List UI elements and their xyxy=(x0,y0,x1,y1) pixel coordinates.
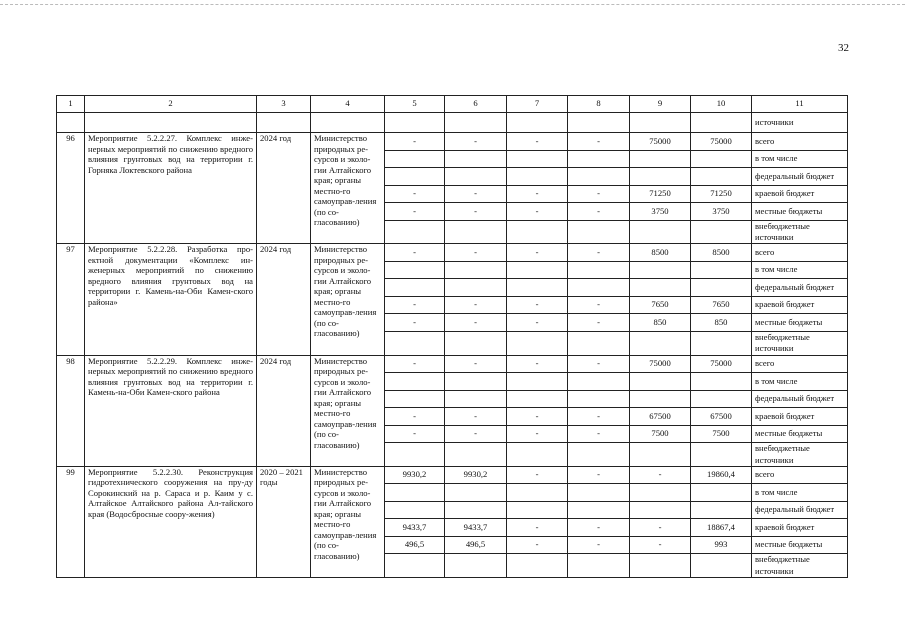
funding-source-label: в том числе xyxy=(752,484,848,502)
column-header: 3 xyxy=(257,96,311,113)
funding-value-c5 xyxy=(385,484,445,502)
funding-value-c10 xyxy=(691,220,752,244)
column-header: 8 xyxy=(568,96,630,113)
funding-source-label: местные бюджеты xyxy=(752,536,848,554)
funding-value-c9: 7650 xyxy=(630,296,691,314)
activity-number: 97 xyxy=(57,244,85,355)
funding-value-c6 xyxy=(445,220,507,244)
funding-value-c10: 18867,4 xyxy=(691,519,752,537)
funding-source-label: внебюджетные источники xyxy=(752,220,848,244)
funding-value-c7: - xyxy=(507,296,568,314)
funding-value-c7: - xyxy=(507,408,568,426)
funding-value-c6: - xyxy=(445,296,507,314)
funding-value-c5 xyxy=(385,443,445,467)
funding-value-c6 xyxy=(445,168,507,186)
activity-executor: Министерство природных ре-сурсов и эколо-гии Алтайского края; органы местно-го самоуправ-ления (по со-гласованию) xyxy=(311,355,385,466)
funding-value-c9 xyxy=(630,279,691,297)
activity-number: 98 xyxy=(57,355,85,466)
activity-period: 2024 год xyxy=(257,355,311,466)
funding-source-label: источники xyxy=(752,113,848,133)
funding-source-label: федеральный бюджет xyxy=(752,501,848,519)
activity-period: 2024 год xyxy=(257,133,311,244)
funding-value-c9: 71250 xyxy=(630,185,691,203)
activity-period: 2024 год xyxy=(257,244,311,355)
page-number: 32 xyxy=(838,42,849,54)
funding-source-label: местные бюджеты xyxy=(752,203,848,221)
funding-value-c10: 8500 xyxy=(691,244,752,262)
funding-value-c8: - xyxy=(568,519,630,537)
funding-value-c9 xyxy=(630,484,691,502)
funding-value-c7 xyxy=(507,443,568,467)
funding-value-c5 xyxy=(385,261,445,279)
funding-value-c9 xyxy=(630,554,691,578)
funding-value-c7 xyxy=(507,150,568,168)
funding-value-c5: - xyxy=(385,296,445,314)
funding-value-c6: - xyxy=(445,314,507,332)
funding-value-c5: - xyxy=(385,314,445,332)
funding-value-c7: - xyxy=(507,203,568,221)
funding-value-c6: - xyxy=(445,203,507,221)
funding-value-c5: 9433,7 xyxy=(385,519,445,537)
funding-value-c9 xyxy=(630,443,691,467)
funding-value-c8: - xyxy=(568,244,630,262)
funding-source-label: внебюджетные источники xyxy=(752,554,848,578)
funding-source-label: в том числе xyxy=(752,150,848,168)
funding-value-c8 xyxy=(568,554,630,578)
funding-value-c7: - xyxy=(507,536,568,554)
funding-value-c6 xyxy=(445,331,507,355)
funding-source-label: краевой бюджет xyxy=(752,296,848,314)
funding-value-c6: 496,5 xyxy=(445,536,507,554)
funding-value-c7: - xyxy=(507,244,568,262)
funding-value-c7 xyxy=(507,484,568,502)
funding-value-c7: - xyxy=(507,466,568,484)
funding-value-c10 xyxy=(691,261,752,279)
funding-value-c10 xyxy=(691,554,752,578)
funding-value-c8 xyxy=(568,390,630,408)
funding-source-label: местные бюджеты xyxy=(752,425,848,443)
funding-value-c6: 9930,2 xyxy=(445,466,507,484)
funding-value-c9: - xyxy=(630,466,691,484)
funding-value-c6: - xyxy=(445,185,507,203)
funding-value-c8: - xyxy=(568,133,630,151)
funding-value-c7 xyxy=(507,168,568,186)
funding-value-c10: 7500 xyxy=(691,425,752,443)
funding-value-c8 xyxy=(568,484,630,502)
funding-value-c8 xyxy=(568,501,630,519)
funding-value-c8: - xyxy=(568,296,630,314)
funding-value-c8 xyxy=(568,150,630,168)
funding-value-c5: - xyxy=(385,425,445,443)
funding-value-c9 xyxy=(630,373,691,391)
funding-value-c7: - xyxy=(507,355,568,373)
activity-description: Мероприятие 5.2.2.28. Разработка про-ектной документации «Комплекс ин-женерных мероприятий по снижению вредного влияния грунтовых вод на территории г. Камень-на-Оби Камен-ского района» xyxy=(85,244,257,355)
funding-value-c9: 8500 xyxy=(630,244,691,262)
funding-value-c5: 9930,2 xyxy=(385,466,445,484)
funding-source-label: внебюджетные источники xyxy=(752,331,848,355)
funding-value-c5 xyxy=(385,390,445,408)
funding-value-c5: - xyxy=(385,133,445,151)
funding-value-c5 xyxy=(385,331,445,355)
activity-number: 96 xyxy=(57,133,85,244)
funding-value-c8: - xyxy=(568,355,630,373)
funding-value-c9: 75000 xyxy=(630,355,691,373)
program-activities-table xyxy=(56,95,848,578)
funding-value-c7 xyxy=(507,261,568,279)
funding-value-c5 xyxy=(385,279,445,297)
funding-value-c6 xyxy=(445,373,507,391)
funding-value-c9 xyxy=(630,390,691,408)
column-header: 1 xyxy=(57,96,85,113)
funding-value-c6 xyxy=(445,484,507,502)
activity-number: 99 xyxy=(57,466,85,577)
funding-value-c9: - xyxy=(630,519,691,537)
column-header: 11 xyxy=(752,96,848,113)
table-row xyxy=(57,355,848,373)
funding-value-c10 xyxy=(691,501,752,519)
funding-value-c8 xyxy=(568,443,630,467)
funding-value-c9: - xyxy=(630,536,691,554)
table-row xyxy=(57,466,848,484)
funding-source-label: краевой бюджет xyxy=(752,519,848,537)
funding-value-c8 xyxy=(568,220,630,244)
funding-source-label: федеральный бюджет xyxy=(752,168,848,186)
funding-value-c8 xyxy=(568,168,630,186)
funding-value-c5: - xyxy=(385,408,445,426)
funding-value-c5 xyxy=(385,168,445,186)
funding-value-c8: - xyxy=(568,466,630,484)
funding-source-label: внебюджетные источники xyxy=(752,443,848,467)
funding-value-c7: - xyxy=(507,133,568,151)
funding-value-c7: - xyxy=(507,185,568,203)
funding-value-c6: 9433,7 xyxy=(445,519,507,537)
funding-source-label: краевой бюджет xyxy=(752,185,848,203)
funding-value-c10: 7650 xyxy=(691,296,752,314)
column-header: 10 xyxy=(691,96,752,113)
activity-description: Мероприятие 5.2.2.27. Комплекс инже-нерных мероприятий по снижению вредного влияния грунтовых вод на территории г. Горняка Локтевского района xyxy=(85,133,257,244)
table-row xyxy=(57,244,848,262)
funding-source-label: в том числе xyxy=(752,261,848,279)
funding-source-label: федеральный бюджет xyxy=(752,390,848,408)
funding-value-c8: - xyxy=(568,314,630,332)
funding-value-c10: 993 xyxy=(691,536,752,554)
funding-value-c9: 7500 xyxy=(630,425,691,443)
funding-value-c8 xyxy=(568,261,630,279)
funding-value-c7 xyxy=(507,554,568,578)
funding-value-c10 xyxy=(691,279,752,297)
continuation-row xyxy=(57,113,848,133)
funding-value-c10: 850 xyxy=(691,314,752,332)
funding-value-c6 xyxy=(445,279,507,297)
funding-value-c9 xyxy=(630,331,691,355)
funding-value-c9 xyxy=(630,261,691,279)
funding-value-c10 xyxy=(691,150,752,168)
funding-source-label: всего xyxy=(752,355,848,373)
funding-value-c10 xyxy=(691,331,752,355)
funding-value-c8 xyxy=(568,331,630,355)
column-header: 4 xyxy=(311,96,385,113)
funding-value-c10 xyxy=(691,484,752,502)
funding-value-c9 xyxy=(630,501,691,519)
funding-value-c5: - xyxy=(385,355,445,373)
column-header: 6 xyxy=(445,96,507,113)
funding-value-c9: 75000 xyxy=(630,133,691,151)
activity-executor: Министерство природных ре-сурсов и эколо-гии Алтайского края; органы местно-го самоуправ-ления (по со-гласованию) xyxy=(311,244,385,355)
funding-value-c6: - xyxy=(445,355,507,373)
funding-value-c9 xyxy=(630,168,691,186)
funding-value-c6 xyxy=(445,261,507,279)
funding-value-c5 xyxy=(385,373,445,391)
funding-value-c10 xyxy=(691,443,752,467)
funding-value-c6: - xyxy=(445,244,507,262)
funding-value-c6: - xyxy=(445,425,507,443)
funding-value-c7 xyxy=(507,331,568,355)
funding-value-c7 xyxy=(507,390,568,408)
funding-value-c7 xyxy=(507,373,568,391)
funding-source-label: в том числе xyxy=(752,373,848,391)
funding-value-c5 xyxy=(385,220,445,244)
funding-value-c7 xyxy=(507,279,568,297)
activity-executor: Министерство природных ре-сурсов и эколо-гии Алтайского края; органы местно-го самоуправ-ления (по со-гласованию) xyxy=(311,466,385,577)
funding-value-c6 xyxy=(445,501,507,519)
funding-value-c7: - xyxy=(507,314,568,332)
funding-source-label: всего xyxy=(752,466,848,484)
funding-value-c9 xyxy=(630,150,691,168)
funding-value-c5 xyxy=(385,501,445,519)
funding-value-c6 xyxy=(445,554,507,578)
activity-description: Мероприятие 5.2.2.30. Реконструкция гидротехнического сооружения на пру-ду Сорокинский на р. Сараса и р. Каим у с. Алтайское Алтайского района Ал-тайского края (Водосбросные соору-жения) xyxy=(85,466,257,577)
funding-value-c8: - xyxy=(568,203,630,221)
funding-source-label: местные бюджеты xyxy=(752,314,848,332)
funding-value-c10: 75000 xyxy=(691,133,752,151)
funding-value-c9: 67500 xyxy=(630,408,691,426)
funding-value-c10: 67500 xyxy=(691,408,752,426)
funding-value-c10 xyxy=(691,373,752,391)
funding-value-c7 xyxy=(507,220,568,244)
funding-value-c8: - xyxy=(568,425,630,443)
funding-value-c6 xyxy=(445,150,507,168)
funding-value-c10: 3750 xyxy=(691,203,752,221)
column-header: 5 xyxy=(385,96,445,113)
column-number-row xyxy=(57,96,848,113)
scan-top-edge xyxy=(0,4,905,5)
funding-value-c8 xyxy=(568,279,630,297)
funding-source-label: всего xyxy=(752,244,848,262)
funding-value-c6: - xyxy=(445,133,507,151)
funding-value-c10 xyxy=(691,390,752,408)
funding-value-c8: - xyxy=(568,536,630,554)
funding-value-c5: 496,5 xyxy=(385,536,445,554)
funding-source-label: всего xyxy=(752,133,848,151)
funding-value-c5: - xyxy=(385,185,445,203)
funding-value-c10: 71250 xyxy=(691,185,752,203)
funding-value-c6 xyxy=(445,390,507,408)
funding-value-c5: - xyxy=(385,244,445,262)
activity-executor: Министерство природных ре-сурсов и эколо-гии Алтайского края; органы местно-го самоуправ-ления (по со-гласованию) xyxy=(311,133,385,244)
table-row xyxy=(57,133,848,151)
funding-value-c9: 850 xyxy=(630,314,691,332)
funding-value-c8: - xyxy=(568,185,630,203)
column-header: 9 xyxy=(630,96,691,113)
activity-period: 2020 – 2021 годы xyxy=(257,466,311,577)
funding-source-label: федеральный бюджет xyxy=(752,279,848,297)
funding-value-c6 xyxy=(445,443,507,467)
funding-value-c9: 3750 xyxy=(630,203,691,221)
funding-value-c9 xyxy=(630,220,691,244)
funding-value-c10: 75000 xyxy=(691,355,752,373)
funding-value-c10 xyxy=(691,168,752,186)
column-header: 2 xyxy=(85,96,257,113)
funding-value-c7: - xyxy=(507,519,568,537)
column-header: 7 xyxy=(507,96,568,113)
funding-value-c5 xyxy=(385,150,445,168)
funding-source-label: краевой бюджет xyxy=(752,408,848,426)
funding-value-c5: - xyxy=(385,203,445,221)
activity-description: Мероприятие 5.2.2.29. Комплекс инже-нерных мероприятий по снижению вредного влияния грунтовых вод на территории г. Камень-на-Оби Камен-ского района xyxy=(85,355,257,466)
funding-value-c5 xyxy=(385,554,445,578)
funding-value-c7 xyxy=(507,501,568,519)
funding-value-c6: - xyxy=(445,408,507,426)
funding-value-c8 xyxy=(568,373,630,391)
funding-value-c10: 19860,4 xyxy=(691,466,752,484)
funding-value-c8: - xyxy=(568,408,630,426)
funding-value-c7: - xyxy=(507,425,568,443)
